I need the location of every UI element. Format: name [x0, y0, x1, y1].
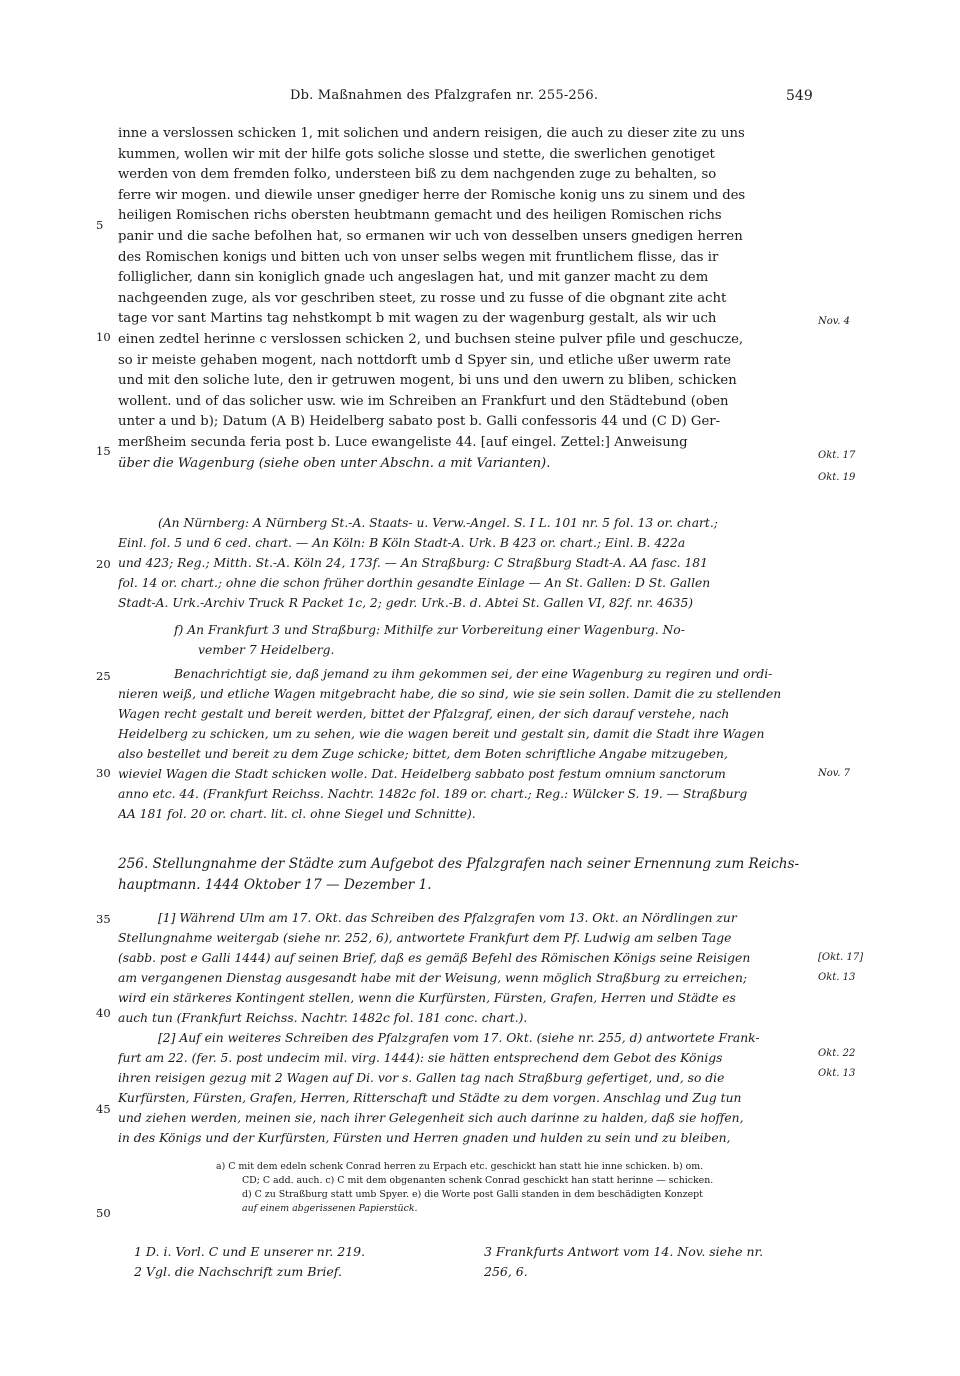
section-f-body [118, 664, 811, 824]
body-line: merßheim secunda feria post b. Luce ewangeliste 44. [auf eingel. Zettel:] Anweisung [118, 434, 688, 450]
line-number: 5 [96, 218, 104, 232]
body-line: heiligen Romischen richs obersten heubtmann gemacht und des heiligen Romischen richs [118, 208, 722, 224]
apparatus-line: auf einem abgerissenen Papierstück. [242, 1203, 418, 1214]
line-number: 30 [96, 766, 111, 780]
section-heading-line: hauptmann. 1444 Oktober 17 — Dezember 1. [118, 876, 432, 893]
section-line: Kurfürsten, Fürsten, Grafen, Herren, Ritterschaft und Städte zu dem vorgen. Anschlag und Zug tun [118, 1091, 742, 1105]
section-line: wieviel Wagen die Stadt schicken wolle. Dat. Heidelberg sabbato post festum omnium sanctorum [118, 767, 726, 781]
line-number: 40 [96, 1006, 111, 1020]
footnotes-left [134, 1242, 464, 1282]
margin-date-note: [Okt. 17] [818, 952, 864, 963]
source-line: Stadt-A. Urk.-Archiv Truck R Packet 1c, 2; gedr. Urk.-B. d. Abtei St. Gallen VI, 82f. nr. 4635) [118, 596, 694, 610]
section-line: nieren weiß, und etliche Wagen mitgebracht habe, die so sind, wie sie sein sollen. Damit die zu stellenden [118, 687, 782, 701]
margin-date-note: Nov. 7 [818, 768, 850, 779]
section-line: (sabb. post e Galli 1444) auf seinen Brief, daß es gemäß Befehl des Römischen Königs seine Reisigen [118, 951, 751, 965]
section-line: Benachrichtigt sie, daß jemand zu ihm gekommen sei, der eine Wagenburg zu regiren und ordi- [174, 667, 773, 681]
source-apparatus [118, 513, 811, 613]
body-line: folliglicher, dann sin koniglich gnade uch angeslagen hat, und mit ganzer macht zu dem [118, 270, 709, 286]
line-number: 25 [96, 669, 111, 683]
footnotes-right [484, 1242, 814, 1282]
margin-date-note: Okt. 19 [818, 472, 856, 483]
body-line: und mit den soliche lute, den ir getruwen mogent, bi uns und den uwern zu bliben, schicken [118, 373, 737, 389]
header-title: Db. Maßnahmen des Pfalzgrafen nr. 255-256. [290, 88, 599, 103]
body-line: werden von dem fremden folko, understeen biß zu dem nachgenden zuge zu behalten, so [118, 167, 717, 183]
body-line: des Romischen konigs und bitten uch von unser selbs wegen mit fruntlichem flisse, das ir [118, 249, 719, 265]
letter-body [118, 124, 811, 474]
section-line: ihren reisigen gezug mit 2 Wagen auf Di. vor s. Gallen tag nach Straßburg gefertiget, und, so die [118, 1071, 725, 1085]
section-f-heading [118, 620, 811, 660]
section-line: [2] Auf ein weiteres Schreiben des Pfalzgrafen vom 17. Okt. (siehe nr. 255, d) antwortete Frank- [158, 1031, 760, 1045]
line-number: 10 [96, 330, 111, 344]
section-line: also bestellet und bereit zu dem Zuge schicke; bittet, dem Boten schriftliche Angabe mitzugeben, [118, 747, 728, 761]
section-heading-line: vember 7 Heidelberg. [198, 643, 335, 657]
margin-date-note: Okt. 17 [818, 450, 856, 461]
source-line: Einl. fol. 5 und 6 ced. chart. — An Köln: B Köln Stadt-A. Urk. B 423 or. chart.; Einl. B. 422a [118, 536, 686, 550]
footnote: 1 D. i. Vorl. C und E unserer nr. 219. [134, 1244, 366, 1259]
section-line: Stellungnahme weitergab (siehe nr. 252, 6), antwortete Frankfurt dem Pf. Ludwig am selben Tage [118, 931, 732, 945]
section-line: Heidelberg zu schicken, um zu sehen, wie die wagen bereit und gestalt sin, damit die Stadt ihre Wagen [118, 727, 765, 741]
margin-date-note: Okt. 13 [818, 972, 856, 983]
body-line: so ir meiste gehaben mogent, nach nottdorft umb d Spyer sin, und etliche ußer uwerm rate [118, 352, 731, 368]
section-line: anno etc. 44. (Frankfurt Reichss. Nachtr. 1482c fol. 189 or. chart.; Reg.: Wülcker S. 19. — Straßburg [118, 787, 748, 801]
body-line: panir und die sache befolhen hat, so ermanen wir uch von desselben unsers gnedigen herren [118, 228, 743, 244]
section-line: und ziehen werden, meinen sie, nach ihrer Gelegenheit sich auch darinne zu halden, daß sie hoffen, [118, 1111, 744, 1125]
body-line: wollent. und of das solicher usw. wie im Schreiben an Frankfurt und den Städtebund (oben [118, 393, 729, 409]
section-heading-line: f) An Frankfurt 3 und Straßburg: Mithilfe zur Vorbereitung einer Wagenburg. No- [174, 623, 685, 637]
section-line: [1] Während Ulm am 17. Okt. das Schreiben des Pfalzgrafen vom 13. Okt. an Nördlingen zur [158, 911, 737, 925]
section-heading-line: 256. Stellungnahme der Städte zum Aufgebot des Pfalzgrafen nach seiner Ernennung zum Reichs- [118, 856, 800, 872]
section-line: auch tun (Frankfurt Reichss. Nachtr. 1482c fol. 181 conc. chart.). [118, 1011, 528, 1025]
body-line: über die Wagenburg (siehe oben unter Abschn. a mit Varianten). [118, 455, 551, 471]
line-number: 45 [96, 1102, 111, 1116]
section-line: in des Königs und der Kurfürsten, Fürsten und Herren gnaden und hulden zu sein und zu bleiben, [118, 1131, 731, 1145]
section-line: am vergangenen Dienstag ausgesandt habe mit der Weisung, wenn möglich Straßburg zu erreichen; [118, 971, 748, 985]
body-line: nachgeenden zuge, als vor geschriben steet, zu rosse und zu fusse of die obgnant zite acht [118, 290, 727, 306]
apparatus-line: CD; C add. auch. c) C mit dem obgenanten schenk Conrad geschickt han statt herinne — schicken. [242, 1175, 714, 1186]
section-line: wird ein stärkeres Kontingent stellen, wenn die Kurfürsten, Fürsten, Grafen, Herren und Städte es [118, 991, 736, 1005]
footnote: 3 Frankfurts Antwort vom 14. Nov. siehe nr. [484, 1244, 764, 1259]
margin-date-note: Okt. 13 [818, 1068, 856, 1079]
critical-apparatus [118, 1160, 811, 1216]
section-line: furt am 22. (fer. 5. post undecim mil. virg. 1444): sie hätten entsprechend dem Gebot des Königs [118, 1051, 723, 1065]
source-line: (An Nürnberg: A Nürnberg St.-A. Staats- u. Verw.-Angel. S. I L. 101 nr. 5 fol. 13 or. chart.; [158, 516, 718, 530]
body-line: unter a und b); Datum (A B) Heidelberg sabato post b. Galli confessoris 44 und (C D) Ger- [118, 414, 721, 430]
section-line: AA 181 fol. 20 or. chart. lit. cl. ohne Siegel und Schnitte). [118, 807, 476, 821]
line-number: 15 [96, 444, 111, 458]
margin-date-note: Nov. 4 [818, 316, 850, 327]
body-line: ferre wir mogen. und diewile unser gnediger herre der Romische konig uns zu sinem und des [118, 187, 746, 203]
section-line: Wagen recht gestalt und bereit werden, bittet der Pfalzgraf, einen, der sich darauf verstehe, nach [118, 707, 730, 721]
running-header [0, 88, 960, 108]
body-line: tage vor sant Martins tag nehstkompt b mit wagen zu der wagenburg gestalt, als wir uch [118, 311, 717, 327]
apparatus-line: a) C mit dem edeln schenk Conrad herren zu Erpach etc. geschickt han statt hie inne schicken. b) om. [216, 1161, 704, 1172]
apparatus-line: d) C zu Straßburg statt umb Spyer. e) die Worte post Galli standen in dem beschädigten Konzept [242, 1189, 703, 1200]
source-line: fol. 14 or. chart.; ohne die schon früher dorthin gesandte Einlage — An St. Gallen: D St. Gallen [118, 576, 711, 590]
line-number: 20 [96, 557, 111, 571]
margin-date-note: Okt. 22 [818, 1048, 856, 1059]
body-line: inne a verslossen schicken 1, mit solichen und andern reisigen, die auch zu dieser zite zu uns [118, 126, 745, 141]
body-line: kummen, wollen wir mit der hilfe gots soliche slosse und stette, die swerlichen genotiget [118, 146, 715, 162]
line-number: 50 [96, 1206, 111, 1220]
footnote: 2 Vgl. die Nachschrift zum Brief. [134, 1264, 342, 1279]
page-number: 549 [786, 88, 813, 104]
body-line: einen zedtel herinne c verslossen schicken 2, und buchsen steine pulver pfile und geschucze, [118, 331, 744, 347]
section-256-heading [118, 854, 811, 895]
line-number: 35 [96, 912, 111, 926]
source-line: und 423; Reg.; Mitth. St.-A. Köln 24, 173f. — An Straßburg: C Straßburg Stadt-A. AA fasc. 181 [118, 556, 708, 570]
section-256-body [118, 908, 811, 1148]
footnote: 256, 6. [484, 1264, 528, 1279]
